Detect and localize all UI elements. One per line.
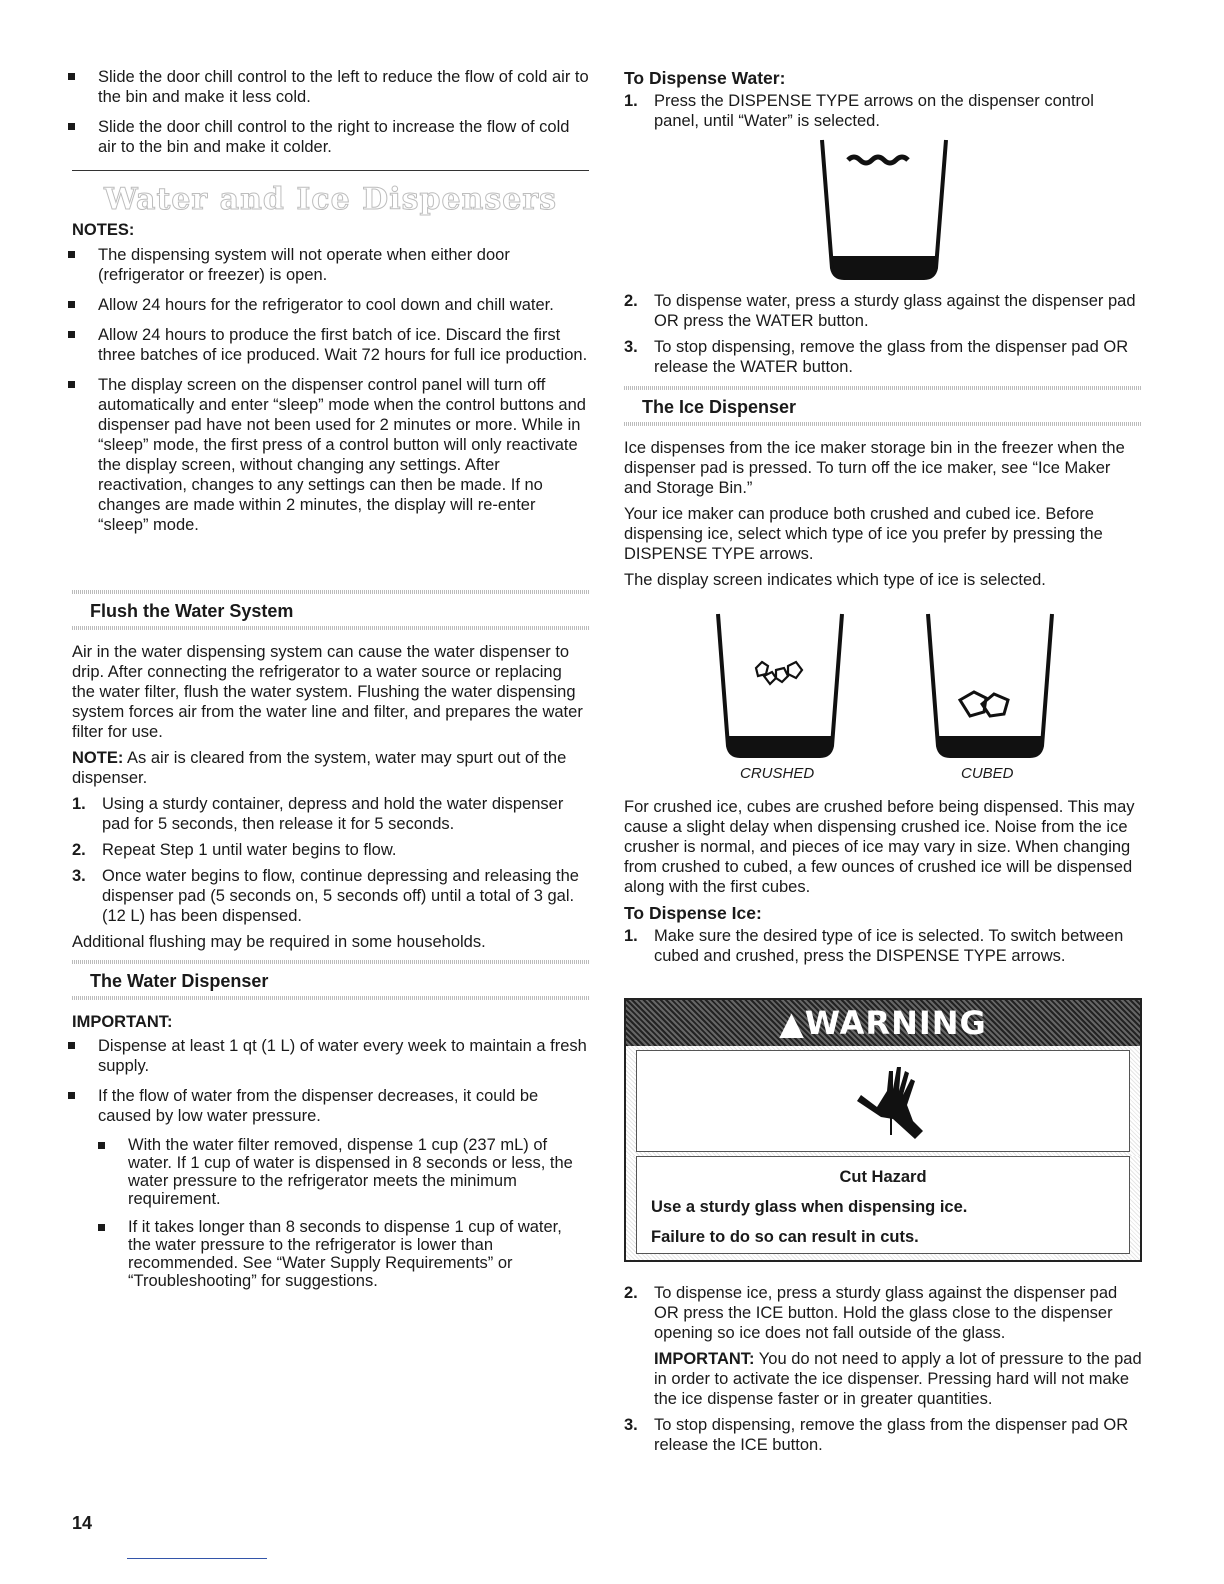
list-item [624, 1283, 1142, 1409]
caption-crushed: CRUSHED [740, 765, 815, 782]
hazard-title: Cut Hazard [839, 1168, 927, 1186]
ice-paragraph: Ice dispenses from the ice maker storage bin in the freezer when the dispenser pad is pressed. To turn off the ice maker, see “Ice Maker and Storage Bin.” [624, 439, 1125, 497]
page-number: 14 [72, 1513, 93, 1533]
step-number: 3. [624, 1416, 638, 1434]
flush-note [72, 748, 589, 788]
ice-dispenser-section [624, 386, 1142, 596]
water-glass-illustration [818, 138, 950, 284]
dispense-water-step1 [624, 91, 1142, 137]
crushed-paragraph: For crushed ice, cubes are crushed before being dispensed. This may cause a slight delay when dispensing crushed ice. Noise from the ice crusher is normal, and pieces of ice may vary in size. When changing from crushed to cubed, a few ounces of crushed ice will be dispensed along with the first cubes. [624, 798, 1135, 896]
list-item: The display screen on the dispenser control panel will turn off automatically and enter “sleep” mode when the control buttons and dispenser pad have not been used for 2 minutes or more. While in “sleep” mode, the first press of a control button will only reactivate the display screen, without changing any settings. After reactivation, changes to any settings can then be made. If no changes are made within 2 minutes, the display will re-enter “sleep” mode. [68, 375, 589, 535]
flush-title: Flush the Water System [90, 601, 294, 621]
dispense-ice-step1 [624, 926, 1124, 972]
dispense-water-steps [624, 291, 1142, 383]
list-item [72, 794, 589, 834]
step-text: To stop dispensing, remove the glass from the dispenser pad OR release the WATER button. [654, 338, 1129, 376]
step-text: Make sure the desired type of ice is selected. To switch between cubed and crushed, press the DISPENSE TYPE arrows. [654, 927, 1124, 965]
important-label: IMPORTANT: [654, 1350, 755, 1368]
ice-dispenser-title: The Ice Dispenser [642, 397, 797, 417]
step-number: 2. [72, 841, 86, 859]
dispense-ice-title: To Dispense Ice: [624, 903, 762, 923]
dispense-water-title: To Dispense Water: [624, 68, 786, 88]
list-item [624, 291, 1142, 331]
step-text: To dispense ice, press a sturdy glass against the dispenser pad OR press the ICE button. Hold the glass close to the dispenser opening so ice does not fall outside of the glass. [654, 1284, 1118, 1342]
step-number: 2. [624, 1284, 638, 1302]
list-item: With the water filter removed, dispense 1 cup (237 mL) of water. If 1 cup of water is dispensed in 8 seconds or less, the water pressure to the refrigerator meets the minimum requirement. [98, 1136, 589, 1208]
cut-hazard-icon [847, 1061, 927, 1141]
important-text: You do not need to apply a lot of pressure to the pad in order to activate the ice dispenser. Pressing hard will not make the ice dispense faster or in greater quantities. [654, 1350, 1142, 1408]
cubed-ice-glass-illustration [924, 612, 1056, 762]
flush-steps [72, 794, 589, 926]
warning-text-panel [636, 1156, 1130, 1254]
note-label: NOTE: [72, 749, 124, 767]
list-item [68, 1086, 589, 1290]
list-item [624, 1415, 1142, 1455]
list-item [624, 91, 1142, 131]
warning-line: Use a sturdy glass when dispensing ice. [651, 1198, 968, 1216]
sub-bullets [98, 1136, 589, 1290]
warning-header [626, 1000, 1140, 1046]
water-dispenser-title: The Water Dispenser [90, 971, 269, 991]
hatch-divider [72, 626, 589, 630]
flush-section [72, 590, 589, 958]
list-item: The dispensing system will not operate when either door (refrigerator or freezer) is open. [68, 245, 589, 285]
footer-rule [127, 1558, 267, 1559]
warning-text-row [626, 1156, 1140, 1260]
list-item [624, 926, 1124, 966]
intro-bullets [68, 67, 589, 167]
list-item: Slide the door chill control to the left to reduce the flow of cold air to the bin and make it less cold. [68, 67, 589, 107]
step-number: 1. [624, 927, 638, 945]
warning-icon-row [626, 1046, 1140, 1156]
warning-triangle-icon: ▲ [779, 1004, 805, 1042]
list-item: If it takes longer than 8 seconds to dispense 1 cup of water, the water pressure to the refrigerator is lower than recommended. See “Water Supply Requirements” or “Troubleshooting” for suggestions. [98, 1218, 589, 1290]
ice-paragraph: Your ice maker can produce both crushed and cubed ice. Before dispensing ice, select which type of ice you prefer by pressing the DISPENSE TYPE arrows. [624, 505, 1103, 563]
important-label: IMPORTANT: [72, 1013, 173, 1031]
list-item [72, 866, 589, 926]
section-divider [72, 170, 589, 171]
warning-line: Failure to do so can result in cuts. [651, 1228, 919, 1246]
step-text: To dispense water, press a sturdy glass against the dispenser pad OR press the WATER button. [654, 292, 1136, 330]
step-number: 3. [624, 338, 638, 356]
water-bullets [68, 1036, 589, 1290]
important-note [654, 1349, 1142, 1409]
step-text: Press the DISPENSE TYPE arrows on the dispenser control panel, until “Water” is selected. [654, 92, 1094, 130]
ice-paragraph: The display screen indicates which type of ice is selected. [624, 571, 1046, 589]
crushed-ice-glass-illustration [714, 612, 846, 762]
list-item-text: If the flow of water from the dispenser decreases, it could be caused by low water pressure. [98, 1087, 539, 1125]
note-text: As air is cleared from the system, water may spurt out of the dispenser. [72, 749, 567, 787]
water-dispenser-section [72, 960, 589, 1300]
section-title: Water and Ice Dispensers [103, 182, 558, 217]
step-text: To stop dispensing, remove the glass from the dispenser pad OR release the ICE button. [654, 1416, 1129, 1454]
step-number: 2. [624, 292, 638, 310]
list-item [72, 840, 589, 860]
step-text: Once water begins to flow, continue depressing and releasing the dispenser pad (5 seconds on, 5 seconds off) until a total of 3 gal. (12 L) has been dispensed. [102, 867, 579, 925]
step-text: Using a sturdy container, depress and hold the water dispenser pad for 5 seconds, then release it for 5 seconds. [102, 795, 564, 833]
flush-intro: Air in the water dispensing system can cause the water dispenser to drip. After connecting the refrigerator to a water source or replacing the water filter, flush the water system. Flushing the water dispensing system forces air from the water line and filter, and prepares the water filter for use. [72, 643, 583, 741]
dispense-ice-steps [624, 1283, 1142, 1461]
flush-outro: Additional flushing may be required in some households. [72, 933, 486, 951]
step-number: 1. [72, 795, 86, 813]
step-number: 3. [72, 867, 86, 885]
list-item: Allow 24 hours for the refrigerator to cool down and chill water. [68, 295, 589, 315]
warning-box [624, 998, 1142, 1262]
caption-cubed: CUBED [961, 765, 1014, 782]
warning-icon-panel [636, 1050, 1130, 1152]
step-number: 1. [624, 92, 638, 110]
hatch-divider [624, 422, 1142, 426]
notes-label: NOTES: [72, 221, 135, 239]
notes-list [68, 245, 589, 545]
list-item: Allow 24 hours to produce the first batch of ice. Discard the first three batches of ice produced. Wait 72 hours for full ice production. [68, 325, 589, 365]
list-item: Slide the door chill control to the right to increase the flow of cold air to the bin and make it colder. [68, 117, 589, 157]
step-text: Repeat Step 1 until water begins to flow. [102, 841, 397, 859]
list-item: Dispense at least 1 qt (1 L) of water every week to maintain a fresh supply. [68, 1036, 589, 1076]
list-item [624, 337, 1142, 377]
warning-heading: WARNING [804, 1004, 987, 1042]
hatch-divider [72, 996, 589, 1000]
